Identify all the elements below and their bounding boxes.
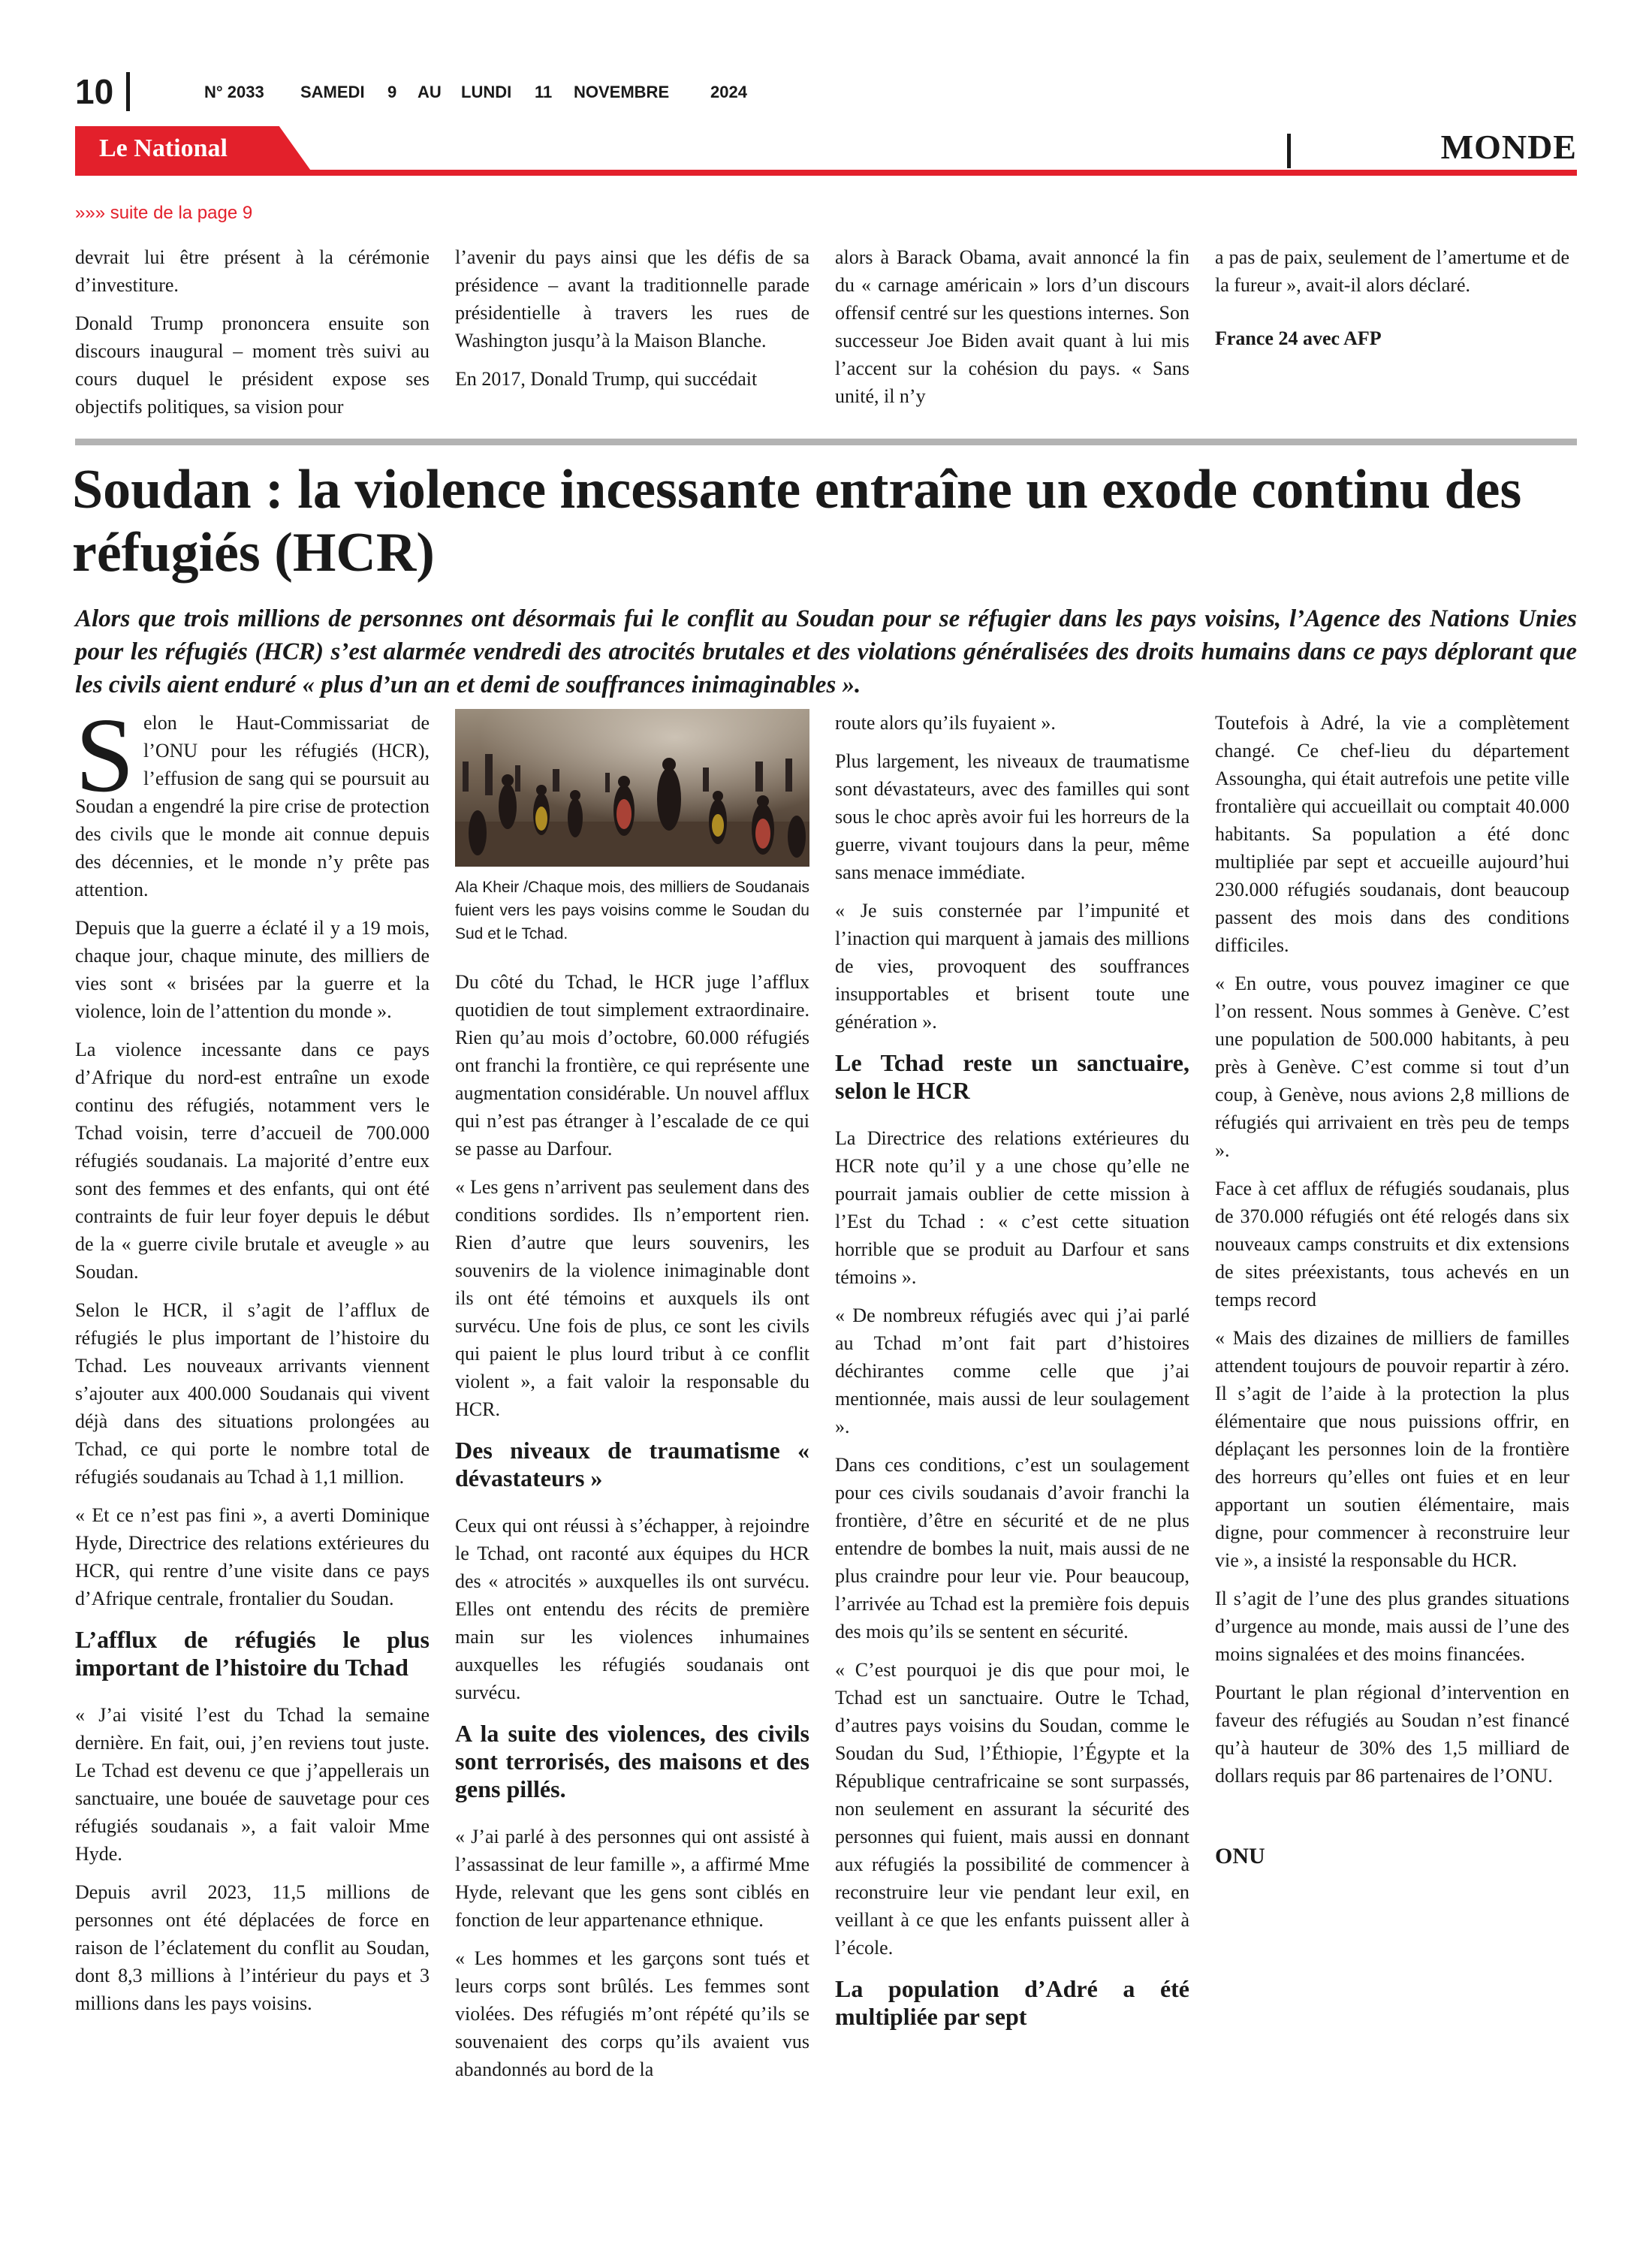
paragraph: « De nombreux réfugiés avec qui j’ai parlé au Tchad m’ont fait part d’histoires déchirantes comme celle que j’ai mentionnée, mais aussi de leur soulagement ».	[835, 1304, 1189, 1437]
paragraph: Il s’agit de l’une des plus grandes situations d’urgence au monde, mais aussi de l’une des moins signalées et des moins financées.	[1215, 1588, 1569, 1665]
previous-article-column-3	[835, 243, 1189, 421]
paragraph: Depuis avril 2023, 11,5 millions de personnes ont été déplacées de force en raison de l’éclatement du conflit au Soudan, dont 8,3 millions à l’intérieur du pays et 3 millions dans les pays voisins.	[75, 1881, 430, 2014]
paragraph: « Et ce n’est pas fini », a averti Dominique Hyde, Directrice des relations extérieures du HCR, qui rentre d’une visite dans ce pays d’Afrique centrale, frontalier du Soudan.	[75, 1504, 430, 1609]
header-red-rule	[75, 170, 1577, 176]
date-au: AU	[418, 83, 442, 101]
drop-cap: S	[75, 695, 134, 814]
paragraph: La violence incessante dans ce pays d’Afrique du nord-est entraîne un exode continu des réfugiés, notamment vers le Tchad voisin, terre d’accueil de 700.000 réfugiés soudanais. La majorité d’entre eux sont des femmes et des enfants, qui ont été contraints de fuir leur foyer depuis le début de la « guerre civile brutale et aveugle » au Soudan.	[75, 1039, 430, 1283]
previous-article-column-2	[455, 243, 809, 403]
paragraph: route alors qu’ils fuyaient ».	[835, 712, 1056, 734]
paragraph: La Directrice des relations extérieures du HCR note qu’il y a une chose qu’elle ne pourrait jamais oublier de cette mission à l’Est du Tchad : « c’est cette situation horrible que se produit au Darfour et sans témoins ».	[835, 1127, 1189, 1288]
article-credit: France 24 avec AFP	[1215, 327, 1382, 349]
paragraph: « J’ai parlé à des personnes qui ont assisté à l’assassinat de leur famille », a affirmé Mme Hyde, relevant que les gens sont ciblés en fonction de leur appartenance ethnique.	[455, 1826, 809, 1931]
paragraph: En 2017, Donald Trump, qui succédait	[455, 368, 758, 390]
page-number: 10	[75, 72, 114, 111]
date-month: NOVEMBRE	[574, 83, 670, 101]
lead-paragraph: Alors que trois millions de personnes ont désormais fui le conflit au Soudan pour se réfugier dans les pays voisins, l’Agence des Nations Unies pour les réfugiés (HCR) s’est alarmée vendredi des atrocités brutales et des violations généralisées des droits humains dans ce pays déplorant que les civils aient enduré « plus d’un an et demi de souffrances inimaginables ».	[75, 605, 1577, 698]
photo-caption: Ala Kheir /Chaque mois, des milliers de Soudanais fuient vers les pays voisins comme le Soudan du Sud et le Tchad.	[455, 879, 809, 943]
continued-from-note: »»» suite de la page 9	[75, 203, 253, 223]
article-signature: ONU	[1215, 1844, 1265, 1868]
subheading: Des niveaux de traumatisme « dévastateurs »	[455, 1437, 809, 1491]
paragraph: Ceux qui ont réussi à s’échapper, à rejoindre le Tchad, ont raconté aux équipes du HCR des « atrocités » auxquelles ils ont survécu. Elles ont entendu des récits de première main sur les violences inhumaines auxquelles les réfugiés soudanais ont survécu.	[455, 1515, 809, 1703]
first-paragraph	[75, 695, 430, 903]
first-paragraph-text: elon le Haut-Commissariat de l’ONU pour les réfugiés (HCR), l’effusion de sang qui se poursuit au Soudan a engendré la pire crise de protection des civils que le monde ait connue depuis des décennies, et le monde n’y prête pas attention.	[75, 712, 430, 900]
paragraph: Toutefois à Adré, la vie a complètement changé. Ce chef-lieu du département Assoungha, qui était autrefois une petite ville frontalière qui accueillait ou comptait 40.000 habitants. Sa population a été donc multipliée par sept et accueille aujourd’hui 230.000 réfugiés soudanais, dont beaucoup passent des mois dans des conditions difficiles.	[1215, 712, 1569, 956]
paragraph: Pourtant le plan régional d’intervention en faveur des réfugiés au Soudan n’est financé qu’à hauteur de 30% des 1,5 milliard de dollars requis par 86 partenaires de l’ONU.	[1215, 1681, 1569, 1787]
paragraph: « Mais des dizaines de milliers de familles attendent toujours de pouvoir repartir à zéro. Il s’agit de l’aide à la protection la plus élémentaire que nous puissions offrir, en déplaçant les personnes loin de la frontière des horreurs qu’elles ont fuies et en leur apportant un soutien élémentaire, mais digne, pour commencer à reconstruire leur vie », a insisté la responsable du HCR.	[1215, 1327, 1569, 1571]
section-divider	[1287, 134, 1291, 168]
subheading: A la suite des violences, des civils sont terrorisés, des maisons et des gens pillés.	[455, 1720, 809, 1802]
article-separator-rule	[75, 439, 1577, 445]
paragraph: « Les gens n’arrivent pas seulement dans des conditions sordides. Ils n’emportent rien. Rien d’autre que leurs souvenirs, les souvenirs de la violence inimaginable dont ils ont été témoins et auxquels ils ont survécu. Une fois de plus, ce sont les civils qui paient le plus lourd tribut à ce conflit violent », a fait valoir la responsable du HCR.	[455, 1176, 809, 1420]
refugees-photo	[455, 709, 809, 867]
paragraph: alors à Barack Obama, avait annoncé la fin du « carnage américain » lors d’un discours offensif centré sur les questions internes. Son successeur Joe Biden avait quant à lui mis l’accent sur la cohésion du pays. « Sans unité, il n’y	[835, 246, 1189, 407]
date-num-start: 9	[387, 83, 397, 101]
article-column-3	[835, 709, 1189, 2050]
article-column-4	[1215, 709, 1569, 1881]
paragraph: « J’ai visité l’est du Tchad la semaine dernière. En fait, oui, j’en reviens tout juste. Le Tchad est devenu ce que j’appellerais un sanctuaire, une bouée de sauvetage pour ces réfugiés soudanais », a fait valoir Mme Hyde.	[75, 1704, 430, 1865]
subheading: Le Tchad reste un sanctuaire, selon le HCR	[835, 1049, 1189, 1104]
paragraph: « C’est pourquoi je dis que pour moi, le Tchad est un sanctuaire. Outre le Tchad, d’autres pays voisins du Soudan, comme le Soudan du Sud, l’Éthiopie, l’Égypte et la République centrafricaine se sont surpassés, non seulement en assurant la sécurité des personnes qui fuient, mais aussi en donnant aux réfugiés la possibilité de commencer à reconstruire leur vie pendant leur exil, en veillant à ce que les enfants puissent aller à l’école.	[835, 1659, 1189, 1959]
paragraph: l’avenir du pays ainsi que les défis de sa présidence – avant la traditionnelle parade présidentielle à travers les rues de Washington jusqu’à la Maison Blanche.	[455, 246, 809, 351]
paragraph: Face à cet afflux de réfugiés soudanais, plus de 370.000 réfugiés ont été relogés dans six nouveaux camps construits et dix extensions de sites préexistants, tous achevés en un temps record	[1215, 1178, 1569, 1310]
previous-article-column-1	[75, 243, 430, 431]
paragraph: « Les hommes et les garçons sont tués et leurs corps sont brûlés. Les femmes sont violées. Des réfugiés m’ont répété qu’ils se souvenaient des corps qu’ils avaient vus abandonnés au bord de la	[455, 1947, 809, 2080]
article-column-1	[75, 695, 430, 2028]
date-year: 2024	[710, 83, 747, 101]
page-number-divider	[126, 72, 130, 111]
paragraph: Du côté du Tchad, le HCR juge l’afflux quotidien de tout simplement extraordinaire. Rien qu’au mois d’octobre, 60.000 réfugiés ont franchi la frontière, ce qui représente une augmentation considérable. Un nouvel afflux qui n’est pas étranger à l’escalade de ce qui se passe au Darfour.	[455, 971, 809, 1160]
date-num-end: 11	[535, 83, 553, 101]
paragraph: « Je suis consternée par l’impunité et l’inaction qui marquent à jamais des millions de vies, provoquent des souffrances insupportables et brisent toute une génération ».	[835, 900, 1189, 1033]
article-column-2	[455, 709, 809, 2094]
paragraph: Donald Trump prononcera ensuite son discours inaugural – moment très suivi au cours duquel le président expose ses objectifs politiques, sa vision pour	[75, 312, 430, 418]
date-day-start: SAMEDI	[300, 83, 365, 101]
section-name: MONDE	[1440, 128, 1577, 166]
subheading: La population d’Adré a été multipliée par sept	[835, 1975, 1189, 2030]
headline: Soudan : la violence incessante entraîne un exode continu des réfugiés (HCR)	[72, 459, 1522, 584]
previous-article-column-4	[1215, 243, 1569, 363]
paragraph: Plus largement, les niveaux de traumatisme sont dévastateurs, avec des familles qui sont sous le choc après avoir fui les horreurs de la guerre, vivant toujours dans la peur, même sans menace immédiate.	[835, 750, 1189, 883]
paragraph: Dans ces conditions, c’est un soulagement pour ces civils soudanais d’avoir franchi la frontière, d’être en sécurité et de ne plus entendre de bombes la nuit, mais aussi de ne plus craindre pour leur vie. Pour beaucoup, l’arrivée au Tchad est la première fois depuis des mois qu’ils se sentent en sécurité.	[835, 1454, 1189, 1642]
paragraph: Selon le HCR, il s’agit de l’afflux de réfugiés le plus important de l’histoire du Tchad. Les nouveaux arrivants viennent s’ajouter aux 400.000 Soudanais qui vivent déjà dans des situations prolongées au Tchad, ce qui porte le nombre total de réfugiés soudanais au Tchad à 1,1 million.	[75, 1299, 430, 1488]
paragraph: a pas de paix, seulement de l’amertume et de la fureur », avait-il alors déclaré.	[1215, 246, 1569, 296]
newspaper-name: Le National	[99, 134, 228, 162]
issue-number: N° 2033	[204, 83, 264, 101]
paragraph: « En outre, vous pouvez imaginer ce que l’on ressent. Nous sommes à Genève. C’est une population de 500.000 habitants, à peu près à Genève. C’est comme si tout d’un coup, à Genève, nous avions 2,8 millions de réfugiés qui arrivaient en très peu de temps ».	[1215, 973, 1569, 1161]
paragraph: Depuis que la guerre a éclaté il y a 19 mois, chaque jour, chaque minute, des milliers de vies sont « brisées par la guerre et la violence, loin de l’attention du monde ».	[75, 917, 430, 1022]
subheading: L’afflux de réfugiés le plus important de l’histoire du Tchad	[75, 1626, 430, 1681]
paragraph: devrait lui être présent à la cérémonie d’investiture.	[75, 246, 430, 296]
date-day-end: LUNDI	[461, 83, 512, 101]
